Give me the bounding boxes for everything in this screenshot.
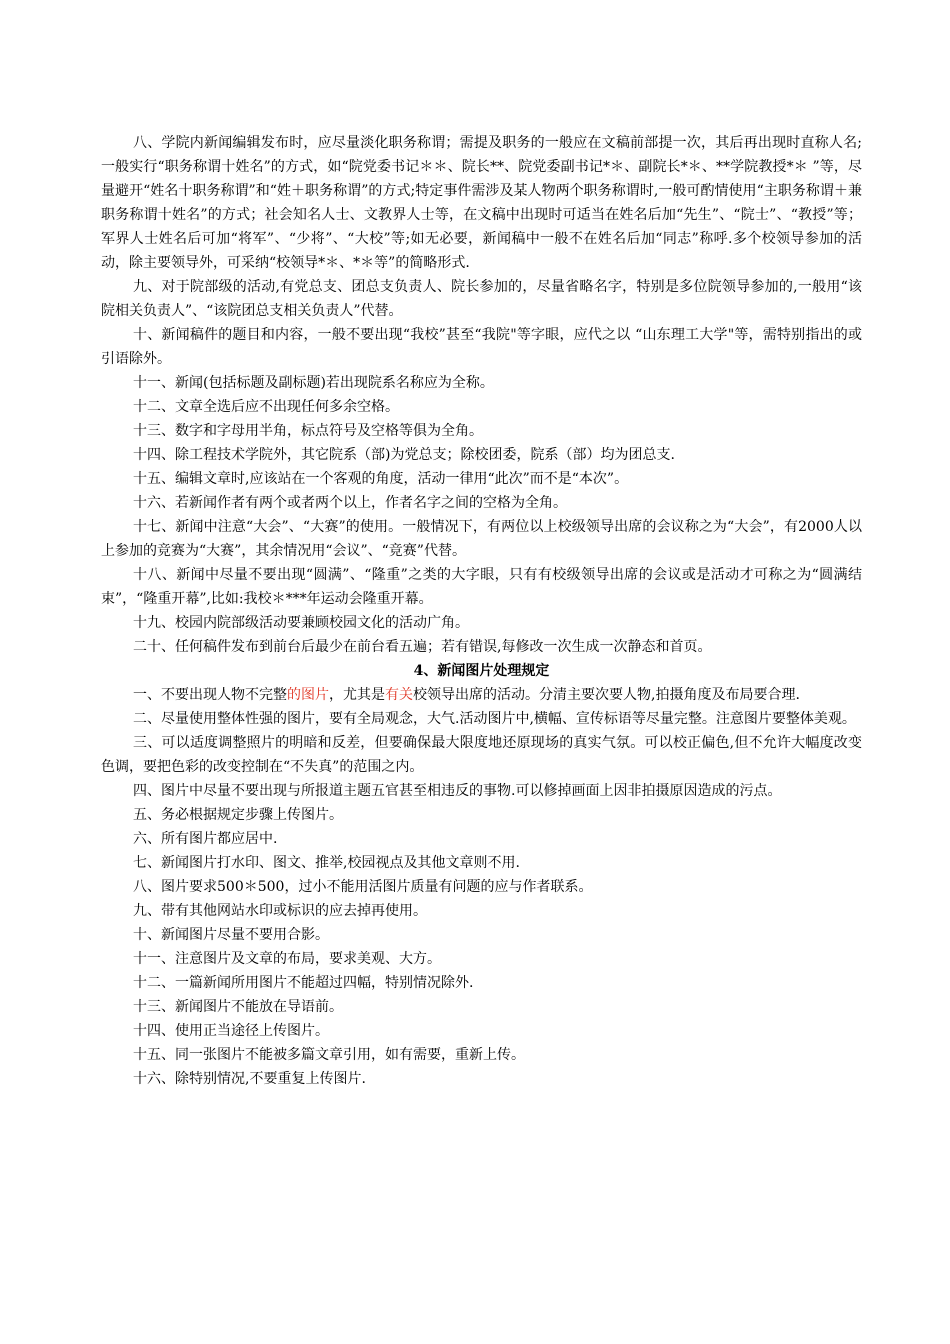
image-rule-1-paragraph [101, 683, 862, 707]
rule-15-paragraph: 十五、编辑文章时,应该站在一个客观的角度，活动一律用“此次”而不是“本次”。 [133, 471, 629, 487]
image-rule-1-text-b: ，尤其是 [329, 687, 385, 703]
image-rule-9-paragraph: 九、带有其他网站水印或标识的应去掉再使用。 [133, 903, 427, 919]
image-rule-14-paragraph: 十四、使用正当途径上传图片。 [133, 1023, 329, 1039]
image-rule-1-text-c: 校领导出席的活动。分清主要次要人物,拍摄角度及布局要合理. [413, 687, 800, 703]
image-rule-4-paragraph: 四、图片中尽量不要出现与所报道主题五官甚至相违反的事物.可以修掉画面上因非拍摄原因造成的污点。 [133, 783, 782, 799]
rule-20-paragraph: 二十、任何稿件发布到前台后最少在前台看五遍；若有错误,每修改一次生成一次静态和首页。 [133, 639, 712, 655]
image-rule-1-text-a: 一、不要出现人物不完整 [133, 687, 287, 703]
rule-12-paragraph: 十二、文章全选后应不出现任何多余空格。 [133, 399, 399, 415]
image-rule-13-paragraph: 十三、新闻图片不能放在导语前。 [133, 999, 343, 1015]
image-rule-12-paragraph: 十二、一篇新闻所用图片不能超过四幅，特别情况除外. [133, 975, 474, 991]
image-rule-1-highlight-a: 的图片 [287, 687, 329, 703]
rule-16-paragraph: 十六、若新闻作者有两个或者两个以上，作者名字之间的空格为全角。 [133, 495, 567, 511]
image-rule-1-highlight-b: 有关 [385, 687, 413, 703]
rule-10-paragraph: 十、新闻稿件的题目和内容，一般不要出现“我校”甚至“我院"等字眼，应代之以 “山东理工大学"等，需特别指出的或引语除外。 [101, 327, 862, 367]
image-rule-5-paragraph: 五、务必根据规定步骤上传图片。 [133, 807, 343, 823]
rule-13-paragraph: 十三、数字和字母用半角，标点符号及空格等俱为全角。 [133, 423, 483, 439]
image-rule-16-paragraph: 十六、除特别情况,不要重复上传图片. [133, 1071, 366, 1087]
rule-11-paragraph: 十一、新闻(包括标题及副标题)若出现院系名称应为全称。 [133, 375, 494, 391]
rule-9-paragraph: 九、对于院部级的活动,有党总支、团总支负责人、院长参加的，尽量省略名字，特别是多位院领导参加的,一般用“该院相关负责人”、“该院团总支相关负责人”代替。 [101, 279, 862, 319]
rule-8-paragraph: 八、学院内新闻编辑发布时，应尽量淡化职务称谓；需提及职务的一般应在文稿前部提一次，其后再出现时直称人名;一般实行“职务称谓十姓名”的方式，如“院党委书记＊＊、院长**、院党委副书记*＊、副院长*＊、**学院教授*＊ ”等，尽量避开“姓名十职务称谓”和“姓＋职务称谓”的方式;特定事件需涉及某人物两个职务称谓时,一般可酌情使用“主职务称谓＋兼职务称谓十姓名”的方式；社会知名人士、文教界人士等，在文稿中出现时可适当在姓名后加“先生”、“院士”、“教授”等；军界人士姓名后可加“将军”、“少将”、“大校”等;如无必要，新闻稿中一般不在姓名后加“同志”称呼.多个校领导参加的活动，除主要领导外，可采纳“校领导*＊、*＊等”的简略形式. [101, 135, 862, 271]
image-rule-11-paragraph: 十一、注意图片及文章的布局，要求美观、大方。 [133, 951, 441, 967]
document-page [101, 131, 862, 1091]
section-heading: 4、新闻图片处理规定 [413, 663, 550, 679]
image-rule-8-paragraph: 八、图片要求500＊500，过小不能用活图片质量有问题的应与作者联系。 [133, 879, 593, 895]
image-rule-15-paragraph: 十五、同一张图片不能被多篇文章引用，如有需要，重新上传。 [133, 1047, 525, 1063]
image-rule-6-paragraph: 六、所有图片都应居中. [133, 831, 278, 847]
image-rule-10-paragraph: 十、新闻图片尽量不要用合影。 [133, 927, 329, 943]
rule-19-paragraph: 十九、校园内院部级活动要兼顾校园文化的活动广角。 [133, 615, 469, 631]
rule-17-paragraph: 十七、新闻中注意“大会”、“大赛”的使用。一般情况下，有两位以上校级领导出席的会议称之为“大会”，有2000人以上参加的竞赛为“大赛”，其余情况用“会议”、“竞赛”代替。 [101, 519, 862, 559]
image-rule-3-paragraph: 三、可以适度调整照片的明暗和反差，但要确保最大限度地还原现场的真实气氛。可以校正偏色,但不允许大幅度改变色调，要把色彩的改变控制在“不失真”的范围之内。 [101, 735, 862, 775]
image-rule-2-paragraph: 二、尽量使用整体性强的图片，要有全局观念，大气.活动图片中,横幅、宣传标语等尽量完整。注意图片要整体美观。 [133, 711, 856, 727]
rule-18-paragraph: 十八、新闻中尽量不要出现“圆满”、“隆重”之类的大字眼，只有有校级领导出席的会议或是活动才可称之为“圆满结束”，“隆重开幕”,比如:我校＊***年运动会隆重开幕。 [101, 567, 862, 607]
image-rule-7-paragraph: 七、新闻图片打水印、图文、推举,校园视点及其他文章则不用. [133, 855, 520, 871]
rule-14-paragraph: 十四、除工程技术学院外，其它院系（部)为党总支；除校团委，院系（部）均为团总支. [133, 447, 675, 463]
